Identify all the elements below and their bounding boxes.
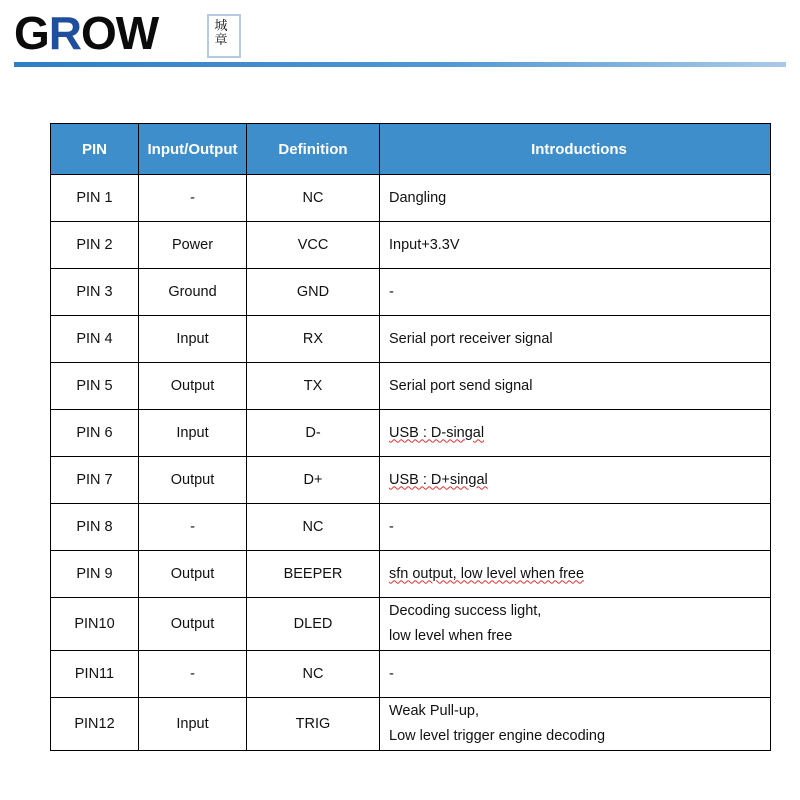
cell-io: Input: [139, 698, 247, 751]
intro-line: Serial port send signal: [389, 377, 533, 394]
intro-line: Serial port receiver signal: [389, 330, 553, 347]
cell-def: D+: [247, 457, 380, 504]
table-row: [51, 222, 771, 269]
cell-io: Output: [139, 363, 247, 410]
cell-def: DLED: [247, 598, 380, 651]
cell-def: NC: [247, 175, 380, 222]
cell-def: TRIG: [247, 698, 380, 751]
header-divider: [14, 62, 786, 67]
table-header-row: [51, 124, 771, 175]
table-row: [51, 410, 771, 457]
table-row: [51, 175, 771, 222]
header-pin: PIN: [51, 124, 139, 175]
cell-intro: [380, 316, 771, 363]
table-row: [51, 457, 771, 504]
cell-pin: PIN 3: [51, 269, 139, 316]
intro-line: Dangling: [389, 189, 447, 206]
intro-line: -: [389, 665, 394, 682]
table-row: [51, 598, 771, 651]
cell-io: -: [139, 175, 247, 222]
cell-def: NC: [247, 651, 380, 698]
logo-letter-g: G: [14, 7, 49, 59]
cell-intro: [380, 598, 771, 651]
cell-intro: [380, 222, 771, 269]
intro-line: sfn output, low level when free: [389, 565, 585, 582]
cell-def: RX: [247, 316, 380, 363]
table-row: [51, 551, 771, 598]
cell-intro: [380, 269, 771, 316]
logo-letters-ow: OW: [81, 7, 159, 59]
cell-io: Output: [139, 551, 247, 598]
table-row: [51, 363, 771, 410]
cell-pin: PIN 5: [51, 363, 139, 410]
table-row: [51, 316, 771, 363]
cell-def: BEEPER: [247, 551, 380, 598]
cell-io: Input: [139, 410, 247, 457]
logo-chinese-mark: 城章: [214, 19, 228, 48]
pin-definition-table: [50, 123, 771, 751]
intro-line: Input+3.3V: [389, 236, 460, 253]
cell-def: TX: [247, 363, 380, 410]
cell-def: NC: [247, 504, 380, 551]
intro-line: -: [389, 518, 394, 535]
table-row: [51, 698, 771, 751]
pin-table-container: [50, 123, 750, 751]
table-row: [51, 651, 771, 698]
cell-intro: [380, 698, 771, 751]
cell-io: -: [139, 504, 247, 551]
cell-intro: [380, 551, 771, 598]
cell-intro: [380, 651, 771, 698]
cell-pin: PIN11: [51, 651, 139, 698]
cell-pin: PIN 4: [51, 316, 139, 363]
cell-pin: PIN 2: [51, 222, 139, 269]
cell-pin: PIN 1: [51, 175, 139, 222]
cell-pin: PIN 9: [51, 551, 139, 598]
table-row: [51, 504, 771, 551]
cell-intro: [380, 410, 771, 457]
cell-def: GND: [247, 269, 380, 316]
cell-intro: [380, 457, 771, 504]
cell-io: Input: [139, 316, 247, 363]
intro-line: Low level trigger engine decoding: [389, 728, 606, 744]
intro-line: Weak Pull-up,: [389, 703, 479, 719]
cell-intro: [380, 504, 771, 551]
cell-intro: [380, 363, 771, 410]
intro-line: low level when free: [389, 628, 513, 644]
cell-io: -: [139, 651, 247, 698]
logo-wordmark: [14, 8, 158, 58]
intro-line: -: [389, 283, 394, 300]
cell-pin: PIN 6: [51, 410, 139, 457]
cell-def: VCC: [247, 222, 380, 269]
cell-intro: [380, 175, 771, 222]
cell-io: Output: [139, 457, 247, 504]
cell-io: Ground: [139, 269, 247, 316]
cell-io: Output: [139, 598, 247, 651]
intro-line: USB : D+singal: [389, 471, 488, 488]
cell-io: Power: [139, 222, 247, 269]
cell-pin: PIN12: [51, 698, 139, 751]
cell-pin: PIN10: [51, 598, 139, 651]
logo-letter-r: R: [48, 7, 82, 59]
table-row: [51, 269, 771, 316]
header-definition: Definition: [247, 124, 380, 175]
intro-line: USB : D-singal: [389, 424, 485, 441]
cell-def: D-: [247, 410, 380, 457]
cell-pin: PIN 8: [51, 504, 139, 551]
cell-pin: PIN 7: [51, 457, 139, 504]
intro-line: Decoding success light,: [389, 603, 542, 619]
header-introductions: Introductions: [380, 124, 771, 175]
header-input-output: Input/Output: [139, 124, 247, 175]
